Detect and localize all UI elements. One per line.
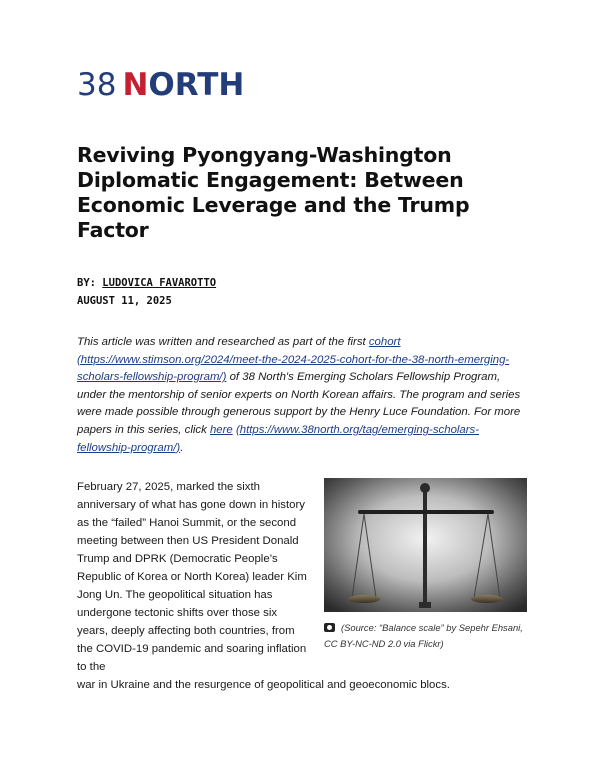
here-link-url[interactable]: (https://www.38north.org/tag/emerging-scholars-fellowship-program/) — [77, 423, 480, 454]
intro-note — [77, 334, 532, 457]
cohort-link-url[interactable]: (https://www.stimson.org/2024/meet-the-2024-2025-cohort-for-the-38-north-emerging-scholars-fellowship-program/) — [77, 353, 510, 384]
author-line — [77, 274, 216, 292]
by-label: BY: — [77, 277, 96, 289]
cohort-link[interactable]: cohort — [368, 336, 401, 348]
article-title: Reviving Pyongyang-Washington Diplomatic Engagement: Between Economic Leverage and the Trump Factor — [77, 143, 470, 242]
body-paragraph-end: war in Ukraine and the resurgence of geopolitical and geoeconomic blocs. — [77, 679, 450, 691]
site-logo[interactable] — [77, 68, 244, 102]
caption-text: (Source: “Balance scale” by Sepehr Ehsani, CC BY-NC-ND 2.0 via Flickr) — [324, 622, 523, 649]
here-link[interactable]: here — [209, 423, 233, 436]
logo-orth: ORTH — [148, 67, 245, 103]
camera-icon — [324, 623, 335, 632]
logo-n-letter: N — [122, 67, 149, 103]
publish-date: AUGUST 11, 2025 — [77, 295, 172, 307]
body-paragraph-start: February 27, 2025, marked the sixth anniversary of what has gone down in history as the “failed” Hanoi Summit, or the second meeting between then US President Donald Trump and DPRK (Democratic People’s Republic of Korea or North Korea) leader Kim Jong Un. The geopolitical situation has undergone tectonic shifts over those six years, deeply affecting both countries, from the COVID-19 pandemic and soaring inflation to the — [77, 481, 307, 673]
byline — [77, 274, 216, 310]
intro-text-1: This article was written and researched as part of the first — [77, 336, 369, 348]
balance-scale-image — [324, 478, 527, 612]
intro-text-2: of 38 North's Emerging Scholars Fellowship Program, under the mentorship of senior experts on North Korean affairs. The program and series were made possible through generous support by the Henry Luce Foundation. For more papers in this series, click — [77, 371, 521, 436]
figure-caption — [324, 620, 534, 652]
intro-text-3: . — [180, 441, 184, 454]
balance-scale-photo — [324, 478, 527, 612]
author-link[interactable]: LUDOVICA FAVAROTTO — [102, 277, 217, 289]
logo-number: 38 — [77, 67, 117, 103]
